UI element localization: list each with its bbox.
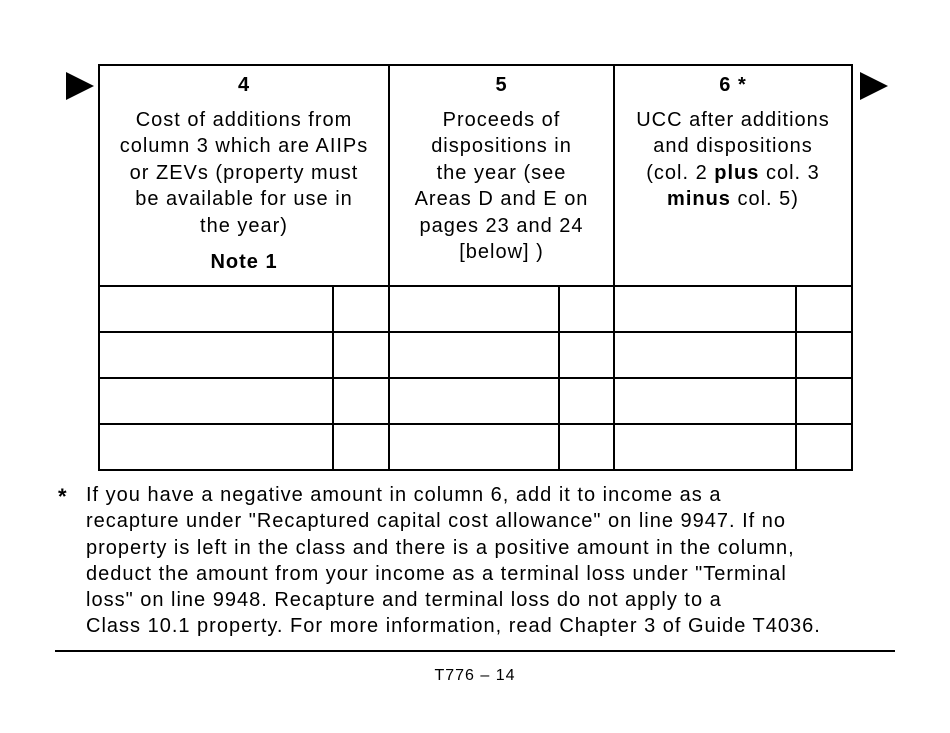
column-4-desc-line: or ZEVs (property must <box>129 161 359 184</box>
column-6-cents-field[interactable] <box>796 378 852 424</box>
column-6-cents-field[interactable] <box>796 332 852 378</box>
column-5-amount-field[interactable] <box>389 286 559 332</box>
column-6-number <box>615 72 851 99</box>
column-4-cents-field[interactable] <box>333 424 389 470</box>
column-6-text: col. 3 <box>759 161 820 184</box>
column-5-amount-field[interactable] <box>389 424 559 470</box>
column-5-cents-field[interactable] <box>559 332 614 378</box>
column-6-number-text: 6 <box>719 74 732 96</box>
column-6-amount-field[interactable] <box>614 378 796 424</box>
column-4-desc-line: Cost of additions from <box>135 108 353 131</box>
column-4-amount-field[interactable] <box>99 378 333 424</box>
column-6-desc-line: and dispositions <box>653 135 813 157</box>
column-4-desc-line: column 3 which are AIIPs <box>119 135 369 157</box>
footnote-line: If you have a negative amount in column 6, add it to income as a <box>86 484 722 506</box>
table-row <box>99 378 852 424</box>
column-5-amount-field[interactable] <box>389 378 559 424</box>
table-row <box>99 332 852 378</box>
column-5-cents-field[interactable] <box>559 424 614 470</box>
plus-emphasis: plus <box>714 161 760 184</box>
column-6-desc-line: UCC after additions <box>636 108 830 131</box>
column-6-text: (col. 2 <box>646 161 715 184</box>
footnote-line: loss" on line 9948. Recapture and terminal loss do not apply to a <box>86 589 722 612</box>
footnote-line: Class 10.1 property. For more information, read Chapter 3 of Guide T4036. <box>86 615 821 638</box>
column-4-amount-field[interactable] <box>99 332 333 378</box>
footnote-line: recapture under "Recaptured capital cost allowance" on line 9947. If no <box>86 510 787 533</box>
column-5-desc-line: [below] ) <box>459 241 544 263</box>
column-6-amount-field[interactable] <box>614 286 796 332</box>
column-5-desc-line: the year (see <box>436 161 567 184</box>
column-4-header <box>99 65 389 286</box>
note-1-label: Note 1 <box>210 251 278 273</box>
column-4-cents-field[interactable] <box>333 286 389 332</box>
page-number: T776 – 14 <box>434 667 516 684</box>
column-5-cents-field[interactable] <box>559 286 614 332</box>
column-6-amount-field[interactable] <box>614 332 796 378</box>
column-4-desc-line: the year) <box>200 214 288 237</box>
column-6-header <box>614 65 852 286</box>
table-row <box>99 424 852 470</box>
divider <box>55 650 895 652</box>
column-6-description <box>615 107 851 213</box>
column-5-description <box>390 107 613 266</box>
column-4-description <box>100 107 388 240</box>
footnote-line: property is left in the class and there is a positive amount in the column, <box>86 536 795 559</box>
footnote-line: deduct the amount from your income as a terminal loss under "Terminal <box>86 562 787 585</box>
table-row <box>99 286 852 332</box>
column-5-amount-field[interactable] <box>389 332 559 378</box>
column-6-amount-field[interactable] <box>614 424 796 470</box>
column-5-desc-line: dispositions in <box>431 135 572 157</box>
arrow-right-icon <box>860 72 888 100</box>
minus-emphasis: minus <box>667 188 731 210</box>
footnote-asterisk-icon: * <box>58 484 68 509</box>
ucc-table <box>98 64 853 471</box>
column-4-cents-field[interactable] <box>333 332 389 378</box>
column-5-desc-line: pages 23 and 24 <box>419 214 584 237</box>
arrow-left-icon <box>66 72 94 100</box>
column-5-desc-line: Proceeds of <box>442 108 561 131</box>
asterisk-icon: * <box>737 74 747 96</box>
column-4-desc-line: be available for use in <box>135 188 353 210</box>
column-5-header <box>389 65 614 286</box>
footnote-text <box>86 482 898 640</box>
column-4-amount-field[interactable] <box>99 286 333 332</box>
column-6-text: col. 5) <box>730 188 799 210</box>
column-6-desc-line <box>615 160 851 187</box>
column-4-amount-field[interactable] <box>99 424 333 470</box>
column-4-cents-field[interactable] <box>333 378 389 424</box>
column-5-desc-line: Areas D and E on <box>414 188 589 210</box>
column-6-desc-line <box>615 186 851 213</box>
column-5-cents-field[interactable] <box>559 378 614 424</box>
column-6-cents-field[interactable] <box>796 424 852 470</box>
column-6-cents-field[interactable] <box>796 286 852 332</box>
column-5-number: 5 <box>495 74 508 96</box>
column-4-number: 4 <box>237 74 251 96</box>
